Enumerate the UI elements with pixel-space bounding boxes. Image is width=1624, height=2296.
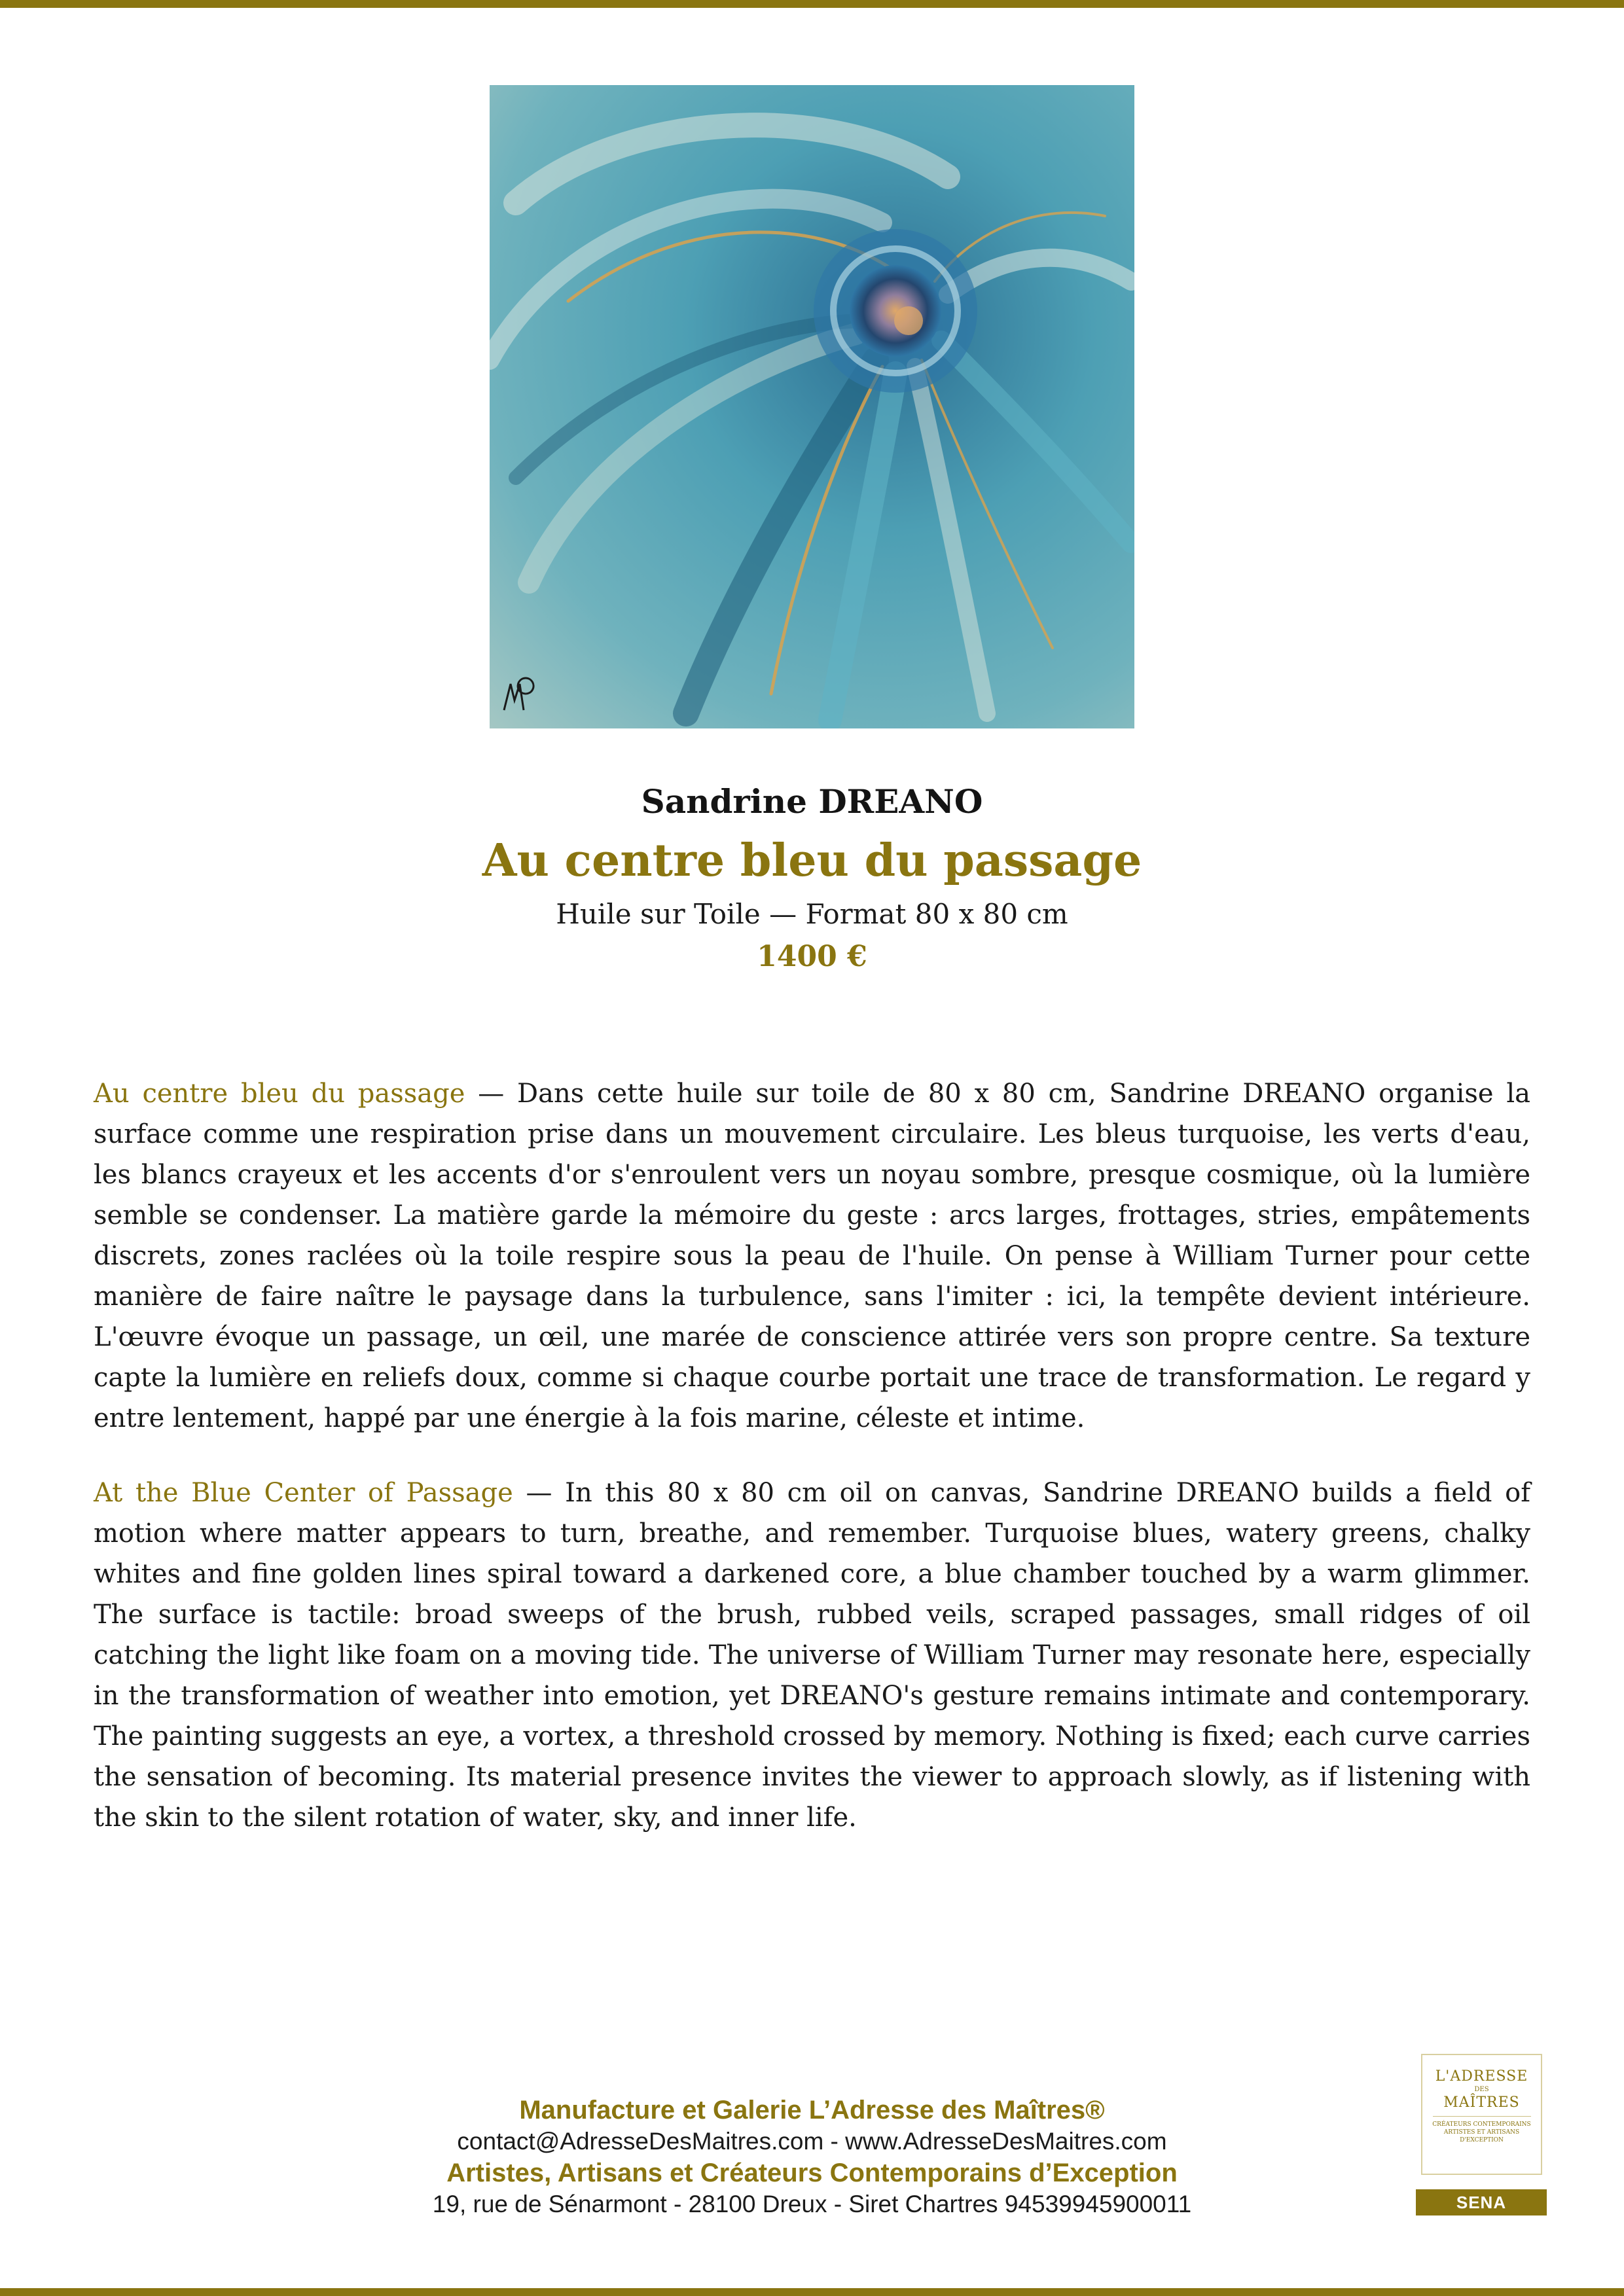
- footer-address: 19, rue de Sénarmont - 28100 Dreux - Siret Chartres 94539945900011: [432, 2191, 1192, 2217]
- sena-badge: SENA: [1416, 2189, 1547, 2215]
- logo-divider: [1433, 2116, 1531, 2117]
- medium-format: Huile sur Toile — Format 80 x 80 cm: [556, 898, 1068, 930]
- description-en-lead: At the Blue Center of Passage: [94, 1478, 513, 1508]
- artwork-price: 1400 €: [757, 940, 867, 973]
- artwork-title: Au centre bleu du passage: [482, 834, 1142, 887]
- top-border-rule: [0, 0, 1624, 8]
- logo-line-1: L'ADRESSE: [1435, 2068, 1528, 2085]
- logo-line-3: MAÎTRES: [1443, 2094, 1520, 2111]
- description-en-body: — In this 80 x 80 cm oil on canvas, Sandrine DREANO builds a field of motion where matter appears to turn, breathe, and remember. Turquoise blues, watery greens, chalky whites and fine golden lines spiral toward a darkened core, a blue chamber touched by a warm glimmer. The surface is tactile: broad sweeps of the brush, rubbed veils, scraped passages, small ridges of oil catching the light like foam on a moving tide. The universe of William Turner may resonate here, especially in the transformation of weather into emotion, yet DREANO's gesture remains intimate and contemporary. The painting suggests an eye, a vortex, a threshold crossed by memory. Nothing is fixed; each curve carries the sensation of becoming. Its material presence invites the viewer to approach slowly, as if listening with the skin to the silent rotation of water, sky, and inner life.: [94, 1478, 1530, 1833]
- vortex-painting: [490, 85, 1134, 728]
- description: [94, 1073, 1530, 1872]
- artist-name: Sandrine DREANO: [641, 782, 983, 821]
- logo-line-2: DES: [1474, 2086, 1489, 2093]
- description-fr: [94, 1073, 1530, 1439]
- footer: [0, 2094, 1624, 2220]
- gallery-logo: [1421, 2054, 1542, 2175]
- footer-gallery: Manufacture et Galerie L’Adresse des Maîtres®: [519, 2096, 1105, 2125]
- description-fr-lead: Au centre bleu du passage: [94, 1079, 465, 1109]
- bottom-border-rule: [0, 2288, 1624, 2296]
- footer-tagline: Artistes, Artisans et Créateurs Contemporains d’Exception: [446, 2159, 1178, 2187]
- description-fr-body: — Dans cette huile sur toile de 80 x 80 cm, Sandrine DREANO organise la surface comme une respiration prise dans un mouvement circulaire. Les bleus turquoise, les verts d'eau, les blancs crayeux et les accents d'or s'enroulent vers un noyau sombre, presque cosmique, où la lumière semble se condenser. La matière garde la mémoire du geste : arcs larges, frottages, stries, empâtements discrets, zones raclées où la toile respire sous la peau de l'huile. On pense à William Turner pour cette manière de faire naître le paysage dans la turbulence, sans l'imiter : ici, la tempête devient intérieure. L'œuvre évoque un passage, un œil, une marée de conscience attirée vers son propre centre. Sa texture capte la lumière en reliefs doux, comme si chaque courbe portait une trace de transformation. Le regard y entre lentement, happé par une énergie à la fois marine, céleste et intime.: [94, 1079, 1530, 1433]
- description-en: [94, 1473, 1530, 1838]
- footer-contact: contact@AdresseDesMaitres.com - www.AdresseDesMaitres.com: [457, 2128, 1167, 2155]
- artwork-image: [490, 85, 1134, 728]
- logo-line-4: CRÉATEURS CONTEMPORAINS ARTISTES ET ARTISANS D'EXCEPTION: [1432, 2121, 1531, 2144]
